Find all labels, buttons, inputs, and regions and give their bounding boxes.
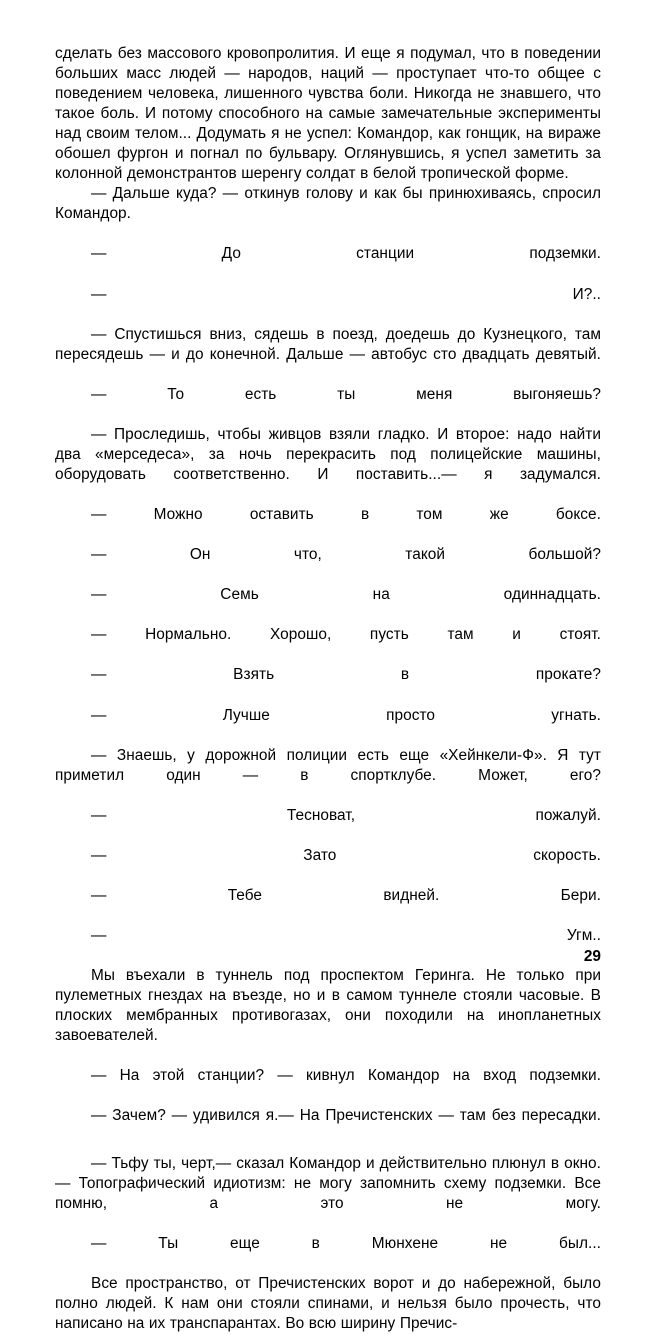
paragraph: — Проследишь, чтобы живцов взяли гладко. И второе: надо найти два «мерседеса», за ночь перекрасить под полицейские машины, оборудовать соответственно. И поставить...— я задумался. [55, 425, 601, 483]
paragraph: — Семь на одиннадцать. [91, 586, 601, 604]
paragraph: — Зато скорость. [91, 846, 601, 864]
paragraph: — Знаешь, у дорожной полиции есть еще «Хейнкели-Ф». Я тут приметил один — в спортклубе. Может, его? [55, 746, 601, 784]
paragraph: — Зачем? — удивился я.— На Пречистенских — там без пересадки. [91, 1107, 601, 1125]
paragraph: — Он что, такой большой? [91, 546, 601, 564]
paragraph: — Лучше просто угнать. [91, 706, 601, 724]
paragraph: сделать без массового кровопролития. И еще я подумал, что в поведении больших масс людей — народов, наций — проступает что-то общее с поведением человека, лишенного чувства боли. Никогда не знавшего, что такое боль. И потому способного на самые замечательные эксперименты над своим телом... Додумать я не успел: Командор, как гонщик, на вираже обошел фургон и погнал по бульвару. Оглянувшись, я успел заметить за колонной демонстрантов шеренгу солдат в белой тропической форме. [55, 45, 601, 183]
paragraph: — Угм.. [91, 927, 601, 945]
paragraph: — Тьфу ты, черт,— сказал Командор и действительно плюнул в окно.— Топографический идиотизм: не могу запомнить схему подземки. Все помню, а это не могу. [55, 1154, 601, 1212]
paragraph: — Нормально. Хорошо, пусть там и стоят. [91, 626, 601, 644]
paragraph: Мы въехали в туннель под проспектом Геринга. Не только при пулеметных гнездах на въезде, но и в самом туннеле стояли часовые. В плоских мембранных противогазах, они походили на инопланетных завоевателей. [55, 967, 601, 1045]
paragraph: — Тебе видней. Бери. [91, 886, 601, 904]
paragraph: — Спустишься вниз, сядешь в поезд, доедешь до Кузнецкого, там пересядешь — и до конечной. Дальше — автобус сто двадцать девятый. [55, 325, 601, 363]
paragraph: — И?.. [91, 285, 601, 303]
paragraph: — Ты еще в Мюнхене не был... [91, 1234, 601, 1252]
paragraph: — Дальше куда? — откинув голову и как бы принюхиваясь, спросил Командор. [55, 185, 601, 223]
paragraph: — Тесноват, пожалуй. [91, 806, 601, 824]
paragraph: — До станции подземки. [91, 245, 601, 263]
paragraph: — Взять в прокате? [91, 666, 601, 684]
paragraph: — На этой станции? — кивнул Командор на вход подземки. [91, 1067, 601, 1085]
paragraph: — То есть ты меня выгоняешь? [91, 385, 601, 403]
paragraph: Все пространство, от Пречистенских ворот и до набережной, было полно людей. К нам они стояли спинами, и нельзя было прочесть, что написано на их транспарантах. Во всю ширину Пречис- [55, 1274, 601, 1332]
page-number: 29 [583, 948, 601, 965]
paragraph: — Можно оставить в том же боксе. [91, 506, 601, 524]
page-text-body [55, 44, 601, 1334]
